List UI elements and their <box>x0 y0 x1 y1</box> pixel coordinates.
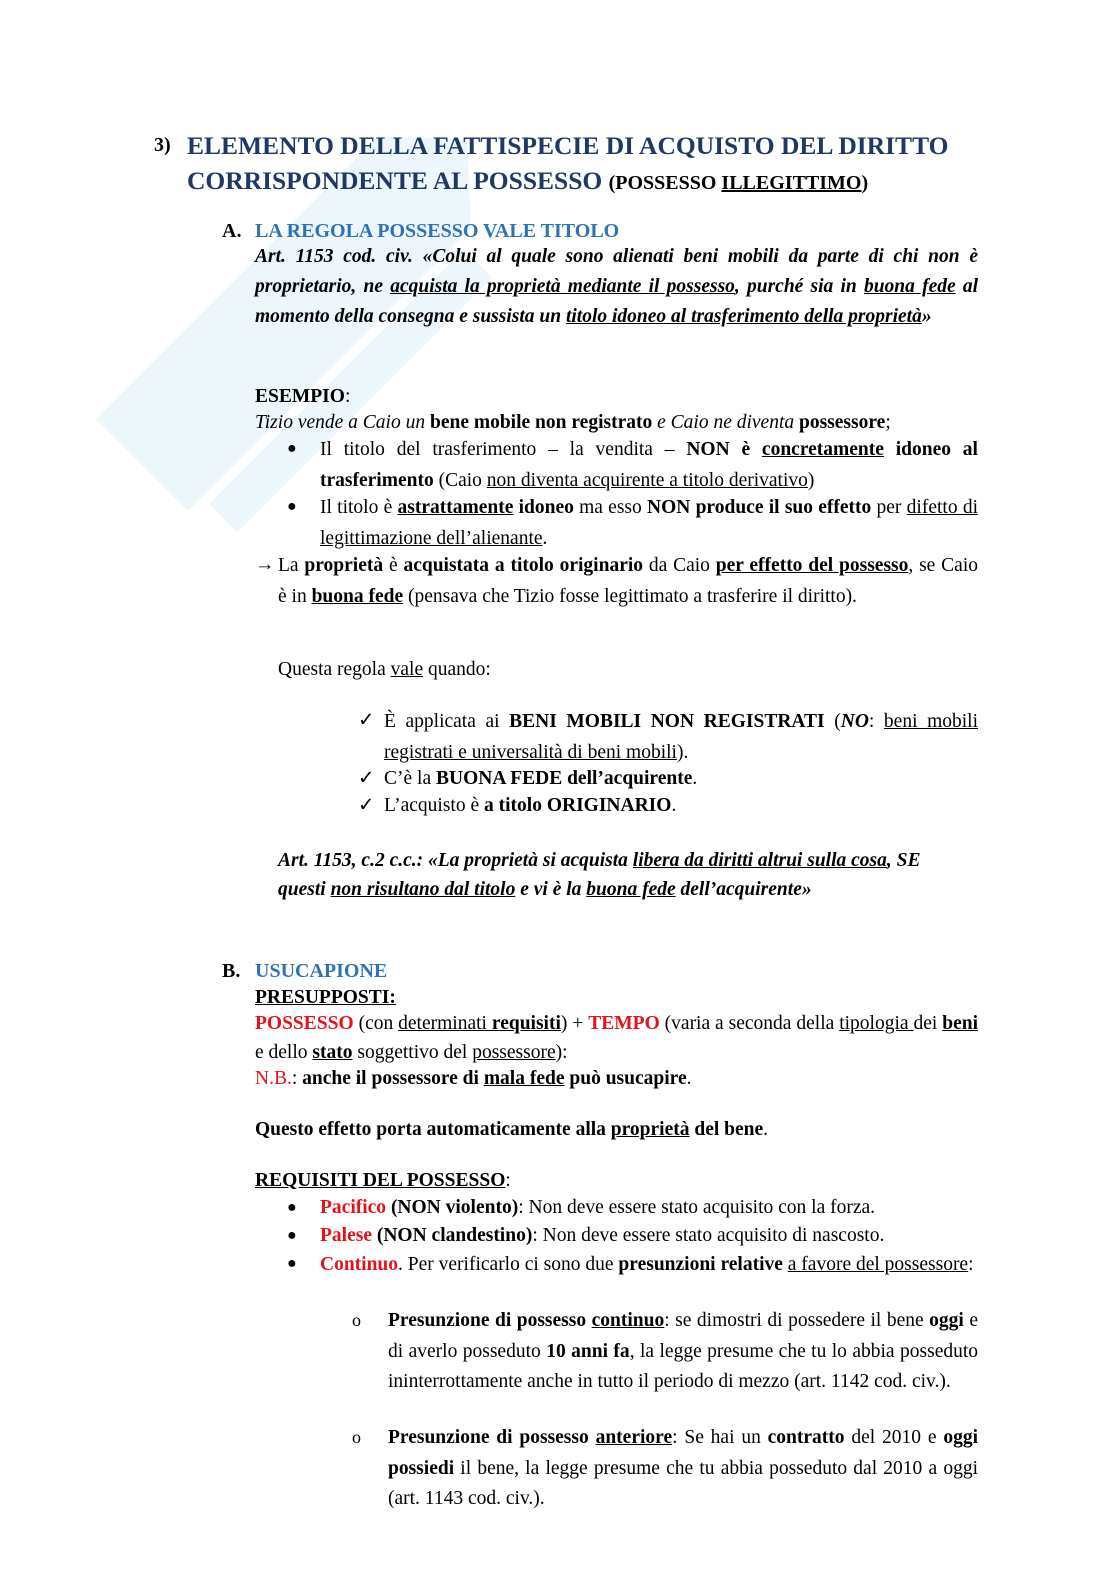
conclusione-text: La proprietà è acquistata a titolo originario da Caio per effetto del possesso, se Caio è in buona fede (pensava che Tizio fosse legittimato a trasferire il diritto). <box>278 555 978 607</box>
requisiti-label: REQUISITI DEL POSSESSO: <box>255 1170 511 1191</box>
esempio-bullet-1: Il titolo del trasferimento – la vendita – NON è concretamente idoneo al trasferimento (Caio non diventa acquirente a titolo derivativo) <box>320 439 978 491</box>
heading-title <box>187 128 987 201</box>
requisito-continuo: Continuo. Per verificarlo ci sono due presunzioni relative a favore del possessore: <box>320 1254 974 1275</box>
presupposti-label: PRESUPPOSTI: <box>255 987 396 1008</box>
check-icon: ✓ <box>358 710 375 731</box>
art-1153-c2-quote: Art. 1153, c.2 c.c.: «La proprietà si acquista libera da diritti altrui sulla cosa, SE questi non risultano dal titolo e vi è la buona fede dell’acquirente» <box>278 850 921 900</box>
esempio-text: Tizio vende a Caio un bene mobile non registrato e Caio ne diventa possessore; <box>255 412 891 433</box>
bullet-dot: ● <box>287 498 297 515</box>
condizione-2: C’è la BUONA FEDE dell’acquirente. <box>384 768 698 789</box>
presupposti-text: POSSESSO (con determinati requisiti) + TEMPO (varia a seconda della tipologia dei beni e dello stato soggettivo del possessore): <box>255 1013 978 1063</box>
condizione-3: L’acquisto è a titolo ORIGINARIO. <box>384 795 677 816</box>
heading-line2: CORRISPONDENTE AL POSSESSO (POSSESSO ILLEGITTIMO) <box>187 166 869 195</box>
condizione-1: È applicata ai BENI MOBILI NON REGISTRATI (NO: beni mobili registrati e universalità di beni mobili). <box>384 711 978 763</box>
nb-text: N.B.: anche il possessore di mala fede può usucapire. <box>255 1068 692 1089</box>
section-a-letter: A. <box>222 220 242 242</box>
esempio-bullet-2: Il titolo è astrattamente idoneo ma esso NON produce il suo effetto per difetto di legittimazione dell’alienante. <box>320 497 978 549</box>
effetto-text: Questo effetto porta automaticamente alla proprietà del bene. <box>255 1119 769 1140</box>
check-icon: ✓ <box>358 768 375 789</box>
art-1153-quote: Art. 1153 cod. civ. «Colui al quale sono alienati beni mobili da parte di chi non è proprietario, ne acquista la proprietà mediante il possesso, purché sia in buona fede al momento della consegna e sussista un titolo idoneo al trasferimento della proprietà» <box>255 246 978 327</box>
esempio-label: ESEMPIO: <box>255 386 351 407</box>
presunzione-continuo: Presunzione di possesso continuo: se dimostri di possedere il bene oggi e di averlo posseduto 10 anni fa, la legge presume che tu lo abbia posseduto ininterrottamente anche in tutto il periodo di mezzo (art. 1142 cod. civ.). <box>388 1310 979 1392</box>
sub-bullet-marker: o <box>352 1310 361 1330</box>
requisito-pacifico: Pacifico (NON violento): Non deve essere stato acquisito con la forza. <box>320 1197 876 1218</box>
sub-bullet-marker: o <box>352 1427 361 1447</box>
requisito-palese: Palese (NON clandestino): Non deve essere stato acquisito di nascosto. <box>320 1225 885 1246</box>
section-a-title: LA REGOLA POSSESSO VALE TITOLO <box>255 220 620 242</box>
presunzione-anteriore: Presunzione di possesso anteriore: Se hai un contratto del 2010 e oggi possiedi il bene, la legge presume che tu abbia posseduto dal 2010 a oggi (art. 1143 cod. civ.). <box>388 1427 978 1509</box>
bullet-dot: ● <box>287 1199 297 1216</box>
heading-line1: ELEMENTO DELLA FATTISPECIE DI ACQUISTO DEL DIRITTO <box>187 131 949 160</box>
regola-vale-quando: Questa regola vale quando: <box>278 659 491 680</box>
section-b-letter: B. <box>222 960 241 982</box>
section-b-title: USUCAPIONE <box>255 960 388 982</box>
bullet-dot: ● <box>287 1227 297 1244</box>
bullet-dot: ● <box>287 1255 297 1272</box>
arrow-right-icon: → <box>255 554 275 575</box>
heading-number: 3) <box>154 134 171 156</box>
heading-subtitle: (POSSESSO ILLEGITTIMO) <box>608 172 869 194</box>
check-icon: ✓ <box>358 795 375 816</box>
bullet-dot: ● <box>287 440 297 457</box>
